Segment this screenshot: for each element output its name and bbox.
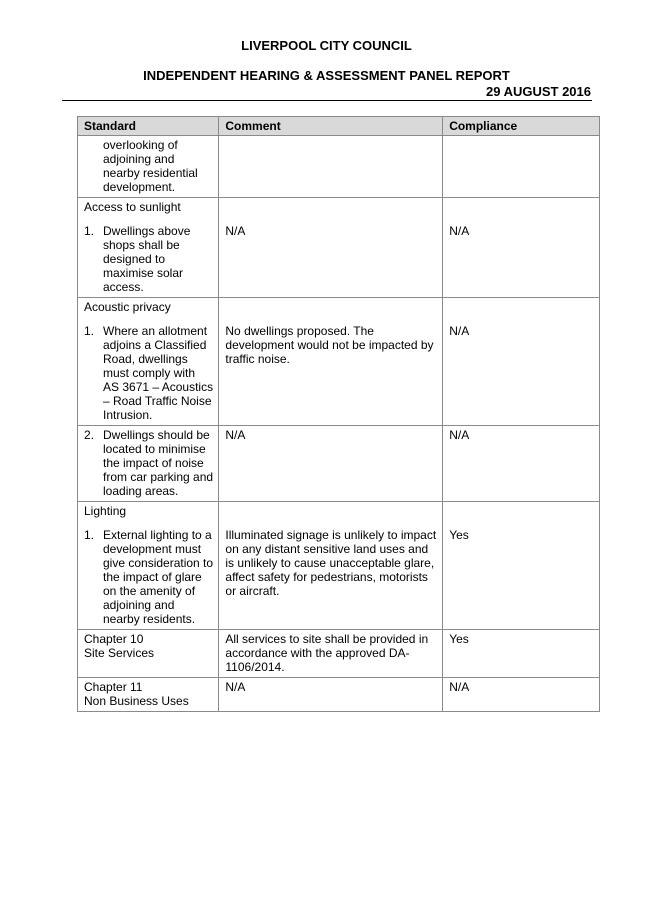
section-heading: Access to sunlight: [84, 200, 181, 214]
comment-cell: [219, 298, 443, 426]
chapter-number: Chapter 10: [84, 632, 144, 646]
standard-text: Dwellings above shops shall be designed to maximise solar access.: [103, 224, 191, 294]
item-number: 1.: [84, 528, 95, 542]
comment-cell: [219, 198, 443, 298]
standard-cell: [78, 630, 219, 678]
standard-cell: [78, 502, 219, 630]
compliance-cell: Yes: [443, 630, 600, 678]
item-number: 1.: [84, 324, 95, 338]
header-divider: [62, 100, 592, 101]
standard-text: overlooking of adjoining and nearby residential development.: [103, 138, 198, 194]
standard-cell: [78, 198, 219, 298]
compliance-cell: N/A: [443, 678, 600, 712]
comment-cell: N/A: [219, 678, 443, 712]
standard-text: Dwellings should be located to minimise the impact of noise from car parking and loading areas.: [103, 428, 214, 498]
comment-text: No dwellings proposed. The development would not be impacted by traffic noise.: [225, 324, 434, 366]
compliance-text: N/A: [449, 224, 470, 238]
chapter-title: Non Business Uses: [84, 694, 189, 708]
item-number: 1.: [84, 224, 95, 238]
comment-cell: All services to site shall be provided in accordance with the approved DA-1106/2014.: [219, 630, 443, 678]
chapter-number: Chapter 11: [84, 680, 143, 694]
compliance-text: Yes: [449, 528, 469, 542]
header-compliance: Compliance: [443, 117, 600, 136]
section-heading: Acoustic privacy: [84, 300, 171, 314]
standard-cell: [78, 678, 219, 712]
compliance-text: N/A: [449, 324, 470, 338]
section-heading: Lighting: [84, 504, 127, 518]
compliance-cell: [443, 136, 600, 198]
table-row: [78, 426, 600, 502]
table-row: [78, 198, 600, 298]
compliance-cell: [443, 198, 600, 298]
compliance-cell: [443, 502, 600, 630]
header-comment: Comment: [219, 117, 443, 136]
table-row: [78, 502, 600, 630]
item-number: 2.: [84, 428, 95, 442]
table-row: [78, 678, 600, 712]
comment-cell: N/A: [219, 426, 443, 502]
table-row: [78, 298, 600, 426]
comment-text: Illuminated signage is unlikely to impact on any distant sensitive land uses and is unlikely to cause unacceptable glare, affect safety for pedestrians, motorists or aircraft.: [225, 528, 437, 598]
standard-text: Where an allotment adjoins a Classified Road, dwellings must comply with AS 3671 – Acoustics – Road Traffic Noise Intrusion.: [103, 324, 214, 422]
standard-cell: [78, 298, 219, 426]
compliance-cell: N/A: [443, 426, 600, 502]
table-row: [78, 136, 600, 198]
compliance-table: [77, 116, 600, 712]
table-header-row: [78, 117, 600, 136]
chapter-title: Site Services: [84, 646, 155, 660]
council-name: LIVERPOOL CITY COUNCIL: [241, 38, 412, 53]
table-row: [78, 630, 600, 678]
comment-cell: [219, 136, 443, 198]
comment-cell: [219, 502, 443, 630]
standard-text: External lighting to a development must give consideration to the impact of glare on the amenity of adjoining and nearby residents.: [103, 528, 214, 626]
standard-cell: [78, 136, 219, 198]
comment-text: N/A: [225, 224, 246, 238]
compliance-cell: [443, 298, 600, 426]
header-standard: Standard: [78, 117, 219, 136]
standard-cell: [78, 426, 219, 502]
report-date: 29 AUGUST 2016: [485, 84, 591, 99]
report-title: INDEPENDENT HEARING & ASSESSMENT PANEL REPORT: [143, 68, 510, 83]
